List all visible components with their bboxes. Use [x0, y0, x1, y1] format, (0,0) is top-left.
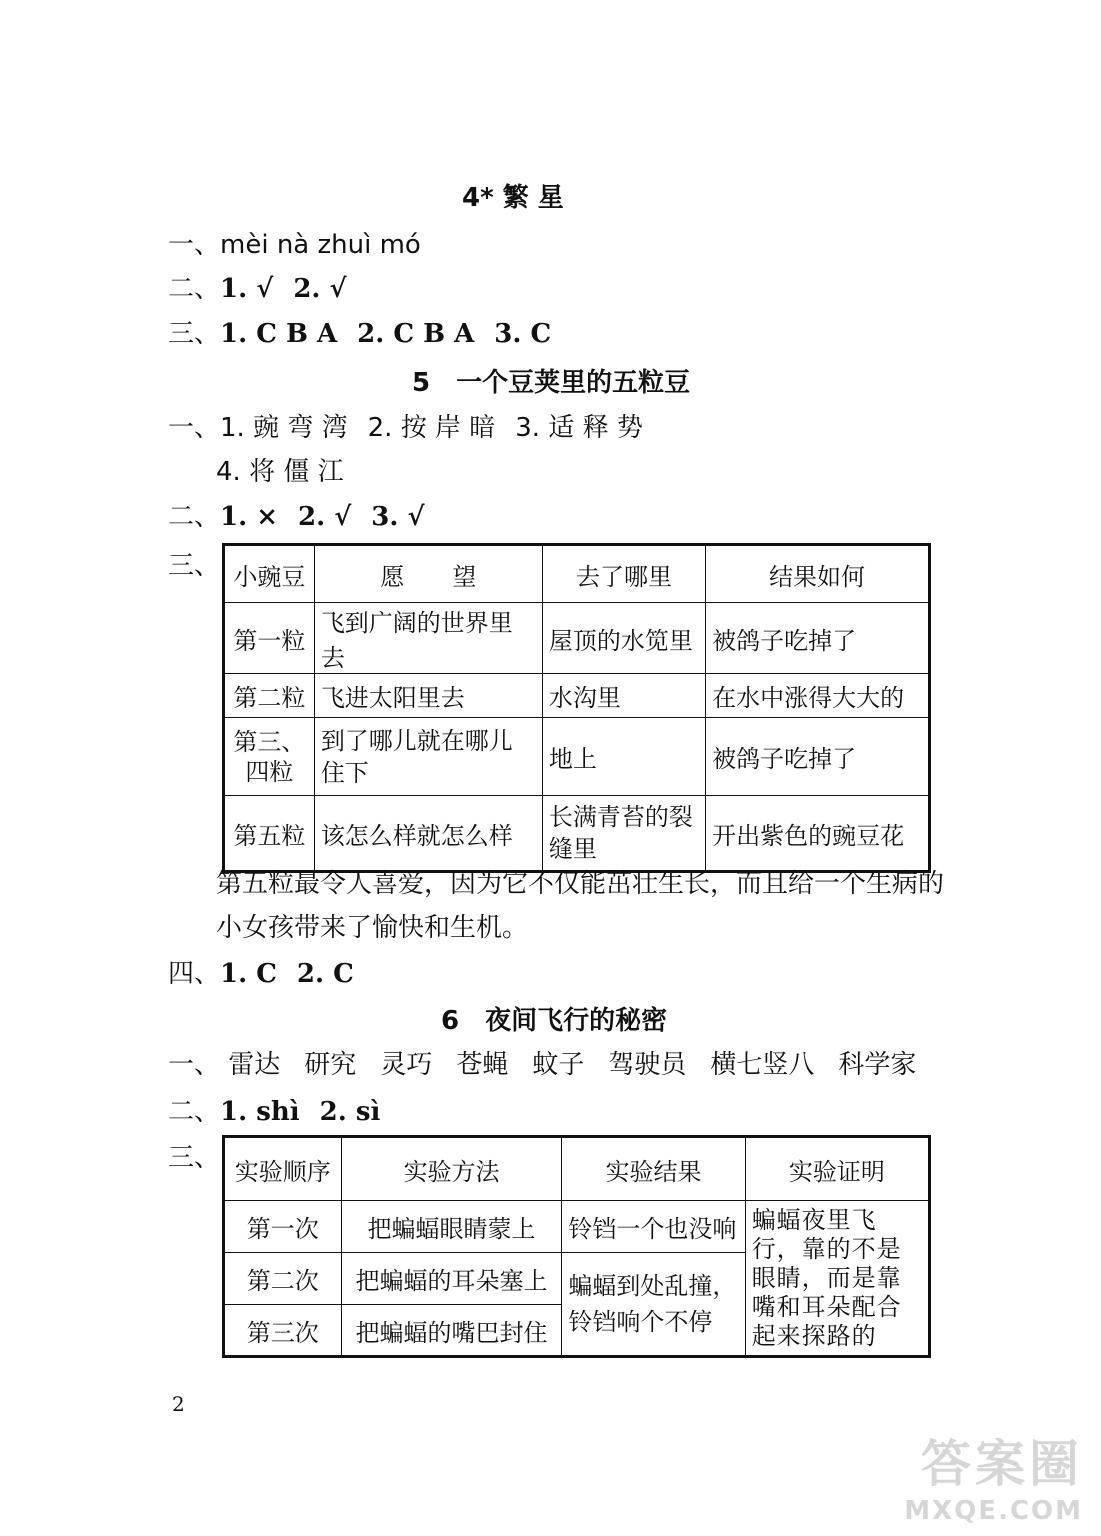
table-cell: 该怎么样就怎么样 — [314, 796, 542, 872]
table-cell: 第二粒 — [224, 674, 315, 718]
table-row — [224, 603, 930, 674]
answer: 3. 适 释 势 — [515, 413, 643, 443]
word: 横七竖八 — [710, 1050, 815, 1080]
l6-q2 — [168, 1091, 380, 1128]
l5-q1 — [168, 407, 643, 444]
l4-q1 — [168, 224, 421, 261]
lesson6-title: 6 夜间飞行的秘密 — [441, 1006, 668, 1036]
table-cell: 把蝙蝠的嘴巴封住 — [341, 1305, 562, 1357]
table-cell: 地上 — [542, 718, 705, 796]
table-cell: 把蝙蝠眼睛蒙上 — [341, 1201, 562, 1253]
table-cell: 把蝙蝠的耳朵塞上 — [341, 1253, 562, 1305]
watermark-url: MXQE.COM — [904, 1496, 1083, 1526]
l4-q3 — [168, 313, 551, 350]
q-number: 二、 — [168, 274, 221, 304]
word: 雷达 — [228, 1050, 281, 1080]
table-cell: 第二次 — [224, 1253, 342, 1305]
table-header-row — [224, 545, 930, 603]
table-cell: 蝙蝠到处乱撞，铃铛响个不停 — [562, 1253, 745, 1357]
lesson4-title: 4* 繁 星 — [462, 183, 564, 213]
table-cell: 第五粒 — [224, 796, 315, 872]
l5-q4 — [168, 953, 354, 990]
lesson5-title: 5 一个豆荚里的五粒豆 — [412, 368, 691, 398]
answer: 1. × — [220, 502, 278, 532]
header-cell: 实验方法 — [341, 1137, 562, 1201]
table-row — [224, 718, 930, 796]
q-number: 一、 — [168, 413, 221, 443]
l6-q1 — [168, 1044, 916, 1081]
l5-q1-line2 — [216, 451, 344, 488]
answer: 1. shì — [220, 1097, 300, 1127]
answer: 4. 将 僵 江 — [216, 457, 344, 487]
answer: 2. C — [296, 959, 354, 989]
answer: 1. 豌 弯 湾 — [220, 413, 348, 443]
answer: 2. C B A — [357, 319, 475, 349]
answer: 2. 按 岸 暗 — [367, 413, 496, 443]
table-row — [224, 796, 930, 872]
answer: 3. √ — [371, 502, 425, 532]
table-cell: 第一粒 — [224, 603, 315, 674]
header-cell: 愿 望 — [314, 545, 542, 603]
q-number: 四、 — [168, 959, 221, 989]
pea-table — [222, 543, 931, 873]
paragraph-line: 第五粒最令人喜爱，因为它不仅能茁壮生长，而且给一个生病的 — [216, 869, 945, 899]
word: 科学家 — [838, 1050, 917, 1080]
header-cell: 去了哪里 — [542, 545, 705, 603]
page-number: 2 — [172, 1392, 185, 1416]
word-list — [228, 1044, 916, 1081]
word: 灵巧 — [380, 1050, 433, 1080]
q-number: 三、 — [168, 319, 221, 349]
table-cell: 屋顶的水笕里 — [542, 603, 705, 674]
table-cell: 第一次 — [224, 1201, 342, 1253]
header-cell: 小豌豆 — [224, 545, 315, 603]
table-cell: 长满青苔的裂缝里 — [542, 796, 705, 872]
table-cell: 开出紫色的豌豆花 — [706, 796, 930, 872]
answer: 2. sì — [319, 1097, 381, 1127]
q-number: 二、 — [168, 1097, 221, 1127]
answer: 1. √ — [220, 274, 274, 304]
table-cell: 水沟里 — [542, 674, 705, 718]
paragraph-line: 小女孩带来了愉快和生机。 — [216, 913, 529, 943]
pinyin-answer: mèi nà zhuì mó — [220, 230, 421, 260]
answer: 1. C — [220, 959, 277, 989]
word: 驾驶员 — [608, 1050, 687, 1080]
table-cell: 在水中涨得大大的 — [706, 674, 930, 718]
word: 苍蝇 — [456, 1050, 509, 1080]
l4-q2 — [168, 268, 347, 305]
q-number: 三、 — [168, 551, 221, 581]
table-row — [224, 1201, 930, 1253]
table-cell: 飞进太阳里去 — [314, 674, 542, 718]
q-number: 二、 — [168, 502, 221, 532]
q-number: 一、 — [168, 1050, 221, 1080]
table-cell: 飞到广阔的世界里去 — [314, 603, 542, 674]
table-header-row — [224, 1137, 930, 1201]
q-number: 一、 — [168, 230, 221, 260]
watermark-logo: 答案圈 — [921, 1435, 1083, 1493]
table-cell: 铃铛一个也没响 — [562, 1201, 745, 1253]
answer: 3. C — [494, 319, 552, 349]
watermark — [904, 1424, 1083, 1526]
word: 蚊子 — [532, 1050, 585, 1080]
header-cell: 实验顺序 — [224, 1137, 342, 1201]
table-cell: 被鸽子吃掉了 — [706, 603, 930, 674]
table-cell: 第三次 — [224, 1305, 342, 1357]
table-cell: 到了哪儿就在哪儿住下 — [314, 718, 542, 796]
table-cell: 被鸽子吃掉了 — [706, 718, 930, 796]
table-cell: 蝙蝠夜里飞行，靠的不是眼睛，而是靠嘴和耳朵配合起来探路的 — [745, 1201, 929, 1357]
header-cell: 结果如何 — [706, 545, 930, 603]
experiment-table — [222, 1135, 931, 1358]
table-row — [224, 674, 930, 718]
table-cell: 第三、四粒 — [224, 718, 315, 796]
answer: 2. √ — [293, 274, 347, 304]
header-cell: 实验证明 — [745, 1137, 929, 1201]
answer: 2. √ — [298, 502, 352, 532]
header-cell: 实验结果 — [562, 1137, 745, 1201]
word: 研究 — [304, 1050, 357, 1080]
q-number: 三、 — [168, 1143, 221, 1173]
l5-q2 — [168, 496, 425, 533]
answer: 1. C B A — [220, 319, 338, 349]
